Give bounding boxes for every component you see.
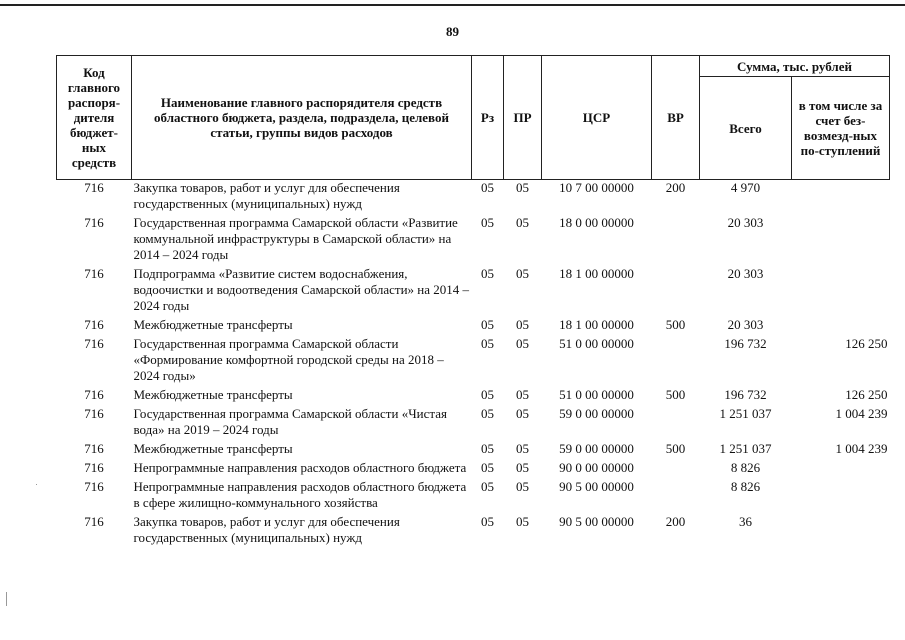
cell-rz: 05	[481, 336, 494, 351]
cell-vsego: 20 303	[727, 317, 764, 332]
cell-kod: 716	[84, 387, 104, 402]
cell-name: Закупка товаров, работ и услуг для обеспечения государственных (муниципальных) нужд	[133, 180, 400, 211]
header-pr: ПР	[504, 56, 542, 180]
cell-vsego: 1 251 037	[719, 406, 772, 421]
cell-vr	[652, 460, 700, 479]
cell-vsego: 1 251 037	[719, 441, 772, 456]
table-row	[57, 514, 890, 549]
cell-csr: 18 0 00 00000	[559, 215, 634, 230]
cell-pr: 05	[516, 441, 529, 456]
cell-pr: 05	[516, 514, 529, 529]
cell-name: Непрограммные направления расходов областного бюджета	[133, 460, 467, 475]
cell-vsego: 36	[739, 514, 752, 529]
table-row	[57, 317, 890, 336]
table-row	[57, 266, 890, 317]
cell-vr: 500	[665, 387, 686, 402]
cell-vr: 200	[665, 180, 686, 195]
cell-csr: 51 0 00 00000	[559, 387, 634, 402]
cell-vr	[652, 406, 700, 441]
table-row	[57, 215, 890, 266]
table-row	[57, 336, 890, 387]
scan-speck	[6, 592, 7, 606]
cell-pr: 05	[516, 479, 529, 494]
cell-rz: 05	[481, 180, 494, 195]
cell-free	[792, 317, 890, 336]
cell-rz: 05	[481, 514, 494, 529]
cell-csr: 18 1 00 00000	[559, 317, 634, 332]
table-row	[57, 441, 890, 460]
cell-pr: 05	[516, 317, 529, 332]
cell-pr: 05	[516, 266, 529, 281]
cell-kod: 716	[84, 406, 104, 421]
cell-vr	[652, 215, 700, 266]
cell-kod: 716	[84, 460, 104, 475]
cell-free: 1 004 239	[835, 406, 888, 421]
cell-vsego: 20 303	[727, 266, 764, 281]
header-csr: ЦСР	[542, 56, 652, 180]
header-vr: ВР	[652, 56, 700, 180]
table-header	[57, 56, 890, 180]
cell-free	[792, 514, 890, 549]
cell-pr: 05	[516, 215, 529, 230]
cell-pr: 05	[516, 180, 529, 195]
cell-csr: 59 0 00 00000	[559, 406, 634, 421]
cell-rz: 05	[481, 479, 494, 494]
cell-name: Государственная программа Самарской области «Формирование комфортной городской среды на 2018 – 2024 годы»	[133, 336, 444, 383]
budget-table	[56, 55, 890, 549]
cell-free: 126 250	[845, 387, 888, 402]
cell-vr: 500	[665, 441, 686, 456]
cell-vr: 500	[665, 317, 686, 332]
cell-pr: 05	[516, 460, 529, 475]
cell-pr: 05	[516, 336, 529, 351]
cell-kod: 716	[84, 215, 104, 230]
cell-vsego: 8 826	[730, 460, 761, 475]
table-row	[57, 406, 890, 441]
cell-free	[792, 460, 890, 479]
cell-name: Межбюджетные трансферты	[133, 317, 293, 332]
cell-name: Подпрограмма «Развитие систем водоснабжения, водоочистки и водоотведения Самарской области» на 2014 – 2024 годы	[133, 266, 470, 313]
cell-vsego: 196 732	[724, 387, 767, 402]
table-row	[57, 387, 890, 406]
header-kod: Код главного распоря-дителя бюджет-ных средств	[57, 56, 132, 180]
cell-free: 1 004 239	[835, 441, 888, 456]
cell-free: 126 250	[845, 336, 888, 351]
cell-kod: 716	[84, 317, 104, 332]
header-rz: Рз	[472, 56, 504, 180]
header-summa: Сумма, тыс. рублей	[700, 56, 890, 77]
cell-free	[792, 215, 890, 266]
cell-vr	[652, 336, 700, 387]
cell-csr: 51 0 00 00000	[559, 336, 634, 351]
table-row	[57, 180, 890, 216]
cell-kod: 716	[84, 266, 104, 281]
cell-kod: 716	[84, 479, 104, 494]
cell-csr: 90 5 00 00000	[559, 514, 634, 529]
cell-pr: 05	[516, 387, 529, 402]
page-number: 89	[446, 24, 459, 39]
cell-name: Закупка товаров, работ и услуг для обеспечения государственных (муниципальных) нужд	[133, 514, 400, 545]
table-row	[57, 479, 890, 514]
cell-csr: 90 5 00 00000	[559, 479, 634, 494]
cell-rz: 05	[481, 266, 494, 281]
cell-vr	[652, 266, 700, 317]
cell-free	[792, 479, 890, 514]
cell-vr: 200	[665, 514, 686, 529]
table-row	[57, 460, 890, 479]
top-rule	[0, 4, 905, 6]
cell-vsego: 8 826	[730, 479, 761, 494]
cell-kod: 716	[84, 336, 104, 351]
header-name: Наименование главного распорядителя средств областного бюджета, раздела, подраздела, целевой статьи, группы видов расходов	[132, 56, 472, 180]
header-v-tom-chisle: в том числе за счет без-возмезд-ных по-ступлений	[792, 77, 890, 180]
cell-csr: 90 0 00 00000	[559, 460, 634, 475]
cell-rz: 05	[481, 460, 494, 475]
cell-kod: 716	[84, 441, 104, 456]
scan-speck	[36, 484, 37, 485]
cell-csr: 18 1 00 00000	[559, 266, 634, 281]
cell-rz: 05	[481, 441, 494, 456]
cell-name: Государственная программа Самарской области «Развитие коммунальной инфраструктуры в Самарской области» на 2014 – 2024 годы	[133, 215, 458, 262]
cell-rz: 05	[481, 215, 494, 230]
cell-csr: 10 7 00 00000	[559, 180, 634, 195]
cell-vsego: 20 303	[727, 215, 764, 230]
cell-name: Государственная программа Самарской области «Чистая вода» на 2019 – 2024 годы	[133, 406, 447, 437]
table-body	[57, 180, 890, 550]
cell-vr	[652, 479, 700, 514]
cell-pr: 05	[516, 406, 529, 421]
cell-rz: 05	[481, 406, 494, 421]
cell-kod: 716	[84, 180, 104, 195]
header-vsego: Всего	[700, 77, 792, 180]
cell-csr: 59 0 00 00000	[559, 441, 634, 456]
cell-free	[792, 266, 890, 317]
cell-vsego: 196 732	[724, 336, 767, 351]
cell-rz: 05	[481, 387, 494, 402]
cell-rz: 05	[481, 317, 494, 332]
cell-name: Непрограммные направления расходов областного бюджета в сфере жилищно-коммунального хозяйства	[133, 479, 467, 510]
cell-name: Межбюджетные трансферты	[133, 387, 293, 402]
cell-free	[792, 180, 890, 216]
cell-kod: 716	[84, 514, 104, 529]
cell-name: Межбюджетные трансферты	[133, 441, 293, 456]
cell-vsego: 4 970	[730, 180, 761, 195]
